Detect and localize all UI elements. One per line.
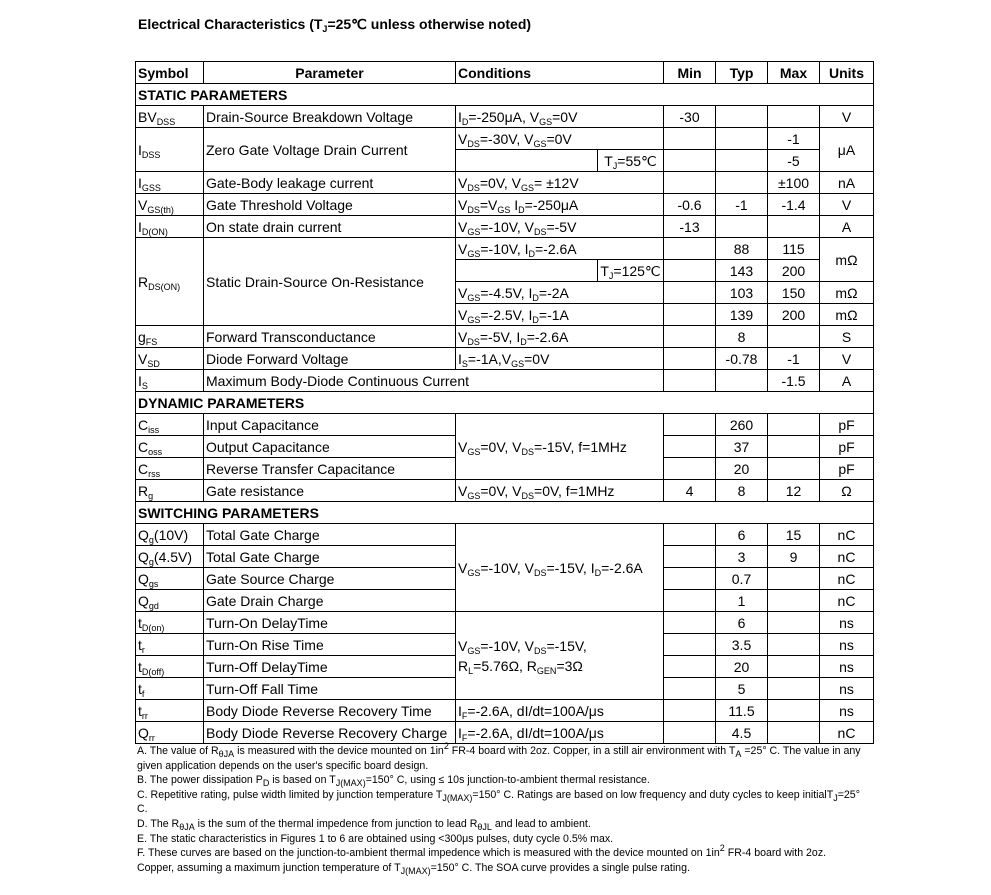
unit-cell: V — [820, 348, 874, 370]
conditions-cell: $I_F=-2.6A$, dI/dt=100A/μs — [456, 722, 664, 744]
max-cell — [768, 216, 820, 238]
conditions-cell: $I_S=-1A,V_{GS}=0V$ — [456, 348, 664, 370]
parameter-cell: Turn-On Rise Time — [204, 634, 456, 656]
typ-cell: 88 — [716, 238, 768, 260]
footnote-a: A. The value of $R_{\theta JA}$ is measured with the device mounted on $1in^2$ FR-4 board with 2oz. Copper, in a still air environment with $T_A =25^\circ$ C. The value in any given application depends on the user's specific board design. — [137, 741, 861, 772]
parameter-cell: Gate resistance — [204, 480, 456, 502]
conditions-cell: $V_{DS}=V_{GS}$ $I_D=-250\mu A$ — [456, 194, 664, 216]
table-row — [136, 480, 874, 502]
unit-cell: mΩ — [820, 282, 874, 304]
unit-cell: S — [820, 326, 874, 348]
parameter-cell: Forward Transconductance — [204, 326, 456, 348]
section-switching: SWITCHING PARAMETERS — [136, 502, 874, 524]
max-cell: -1.5 — [768, 370, 820, 392]
max-cell — [768, 656, 820, 678]
symbol-cell: $V_{SD}$ — [136, 348, 204, 370]
parameter-cell: Static Drain-Source On-Resistance — [204, 238, 456, 326]
table-row — [136, 326, 874, 348]
section-dynamic: DYNAMIC PARAMETERS — [136, 392, 874, 414]
temperature-condition: $T_J=55℃$ — [598, 150, 664, 172]
min-cell — [664, 634, 716, 656]
symbol-cell: $I_S$ — [136, 370, 204, 392]
parameter-cell: Body Diode Reverse Recovery Time — [204, 700, 456, 722]
unit-cell: nC — [820, 590, 874, 612]
min-cell — [664, 568, 716, 590]
conditions-cell: $I_F=-2.6A$, dI/dt=100A/μs — [456, 700, 664, 722]
typ-cell: 260 — [716, 414, 768, 436]
symbol-cell: $Q_{gd}$ — [136, 590, 204, 612]
table-row — [136, 172, 874, 194]
min-cell — [664, 656, 716, 678]
typ-cell: 11.5 — [716, 700, 768, 722]
unit-cell: ns — [820, 656, 874, 678]
symbol-cell: $C_{iss}$ — [136, 414, 204, 436]
typ-cell: 6 — [716, 524, 768, 546]
unit-cell: μA — [820, 128, 874, 172]
footnote-c: C. Repetitive rating, pulse width limited by junction temperature $T_{J(MAX)}=150^\circ$ C. Ratings are based on low frequency and duty cycles to keep initialT$_J$=25° C. — [137, 788, 860, 816]
parameter-cell: On state drain current — [204, 216, 456, 238]
col-max: Max — [768, 62, 820, 84]
symbol-cell: $t_{D(on)}$ — [136, 612, 204, 634]
max-cell: 200 — [768, 260, 820, 282]
typ-cell: 8 — [716, 480, 768, 502]
typ-cell — [716, 370, 768, 392]
max-cell — [768, 590, 820, 612]
col-conditions: Conditions — [456, 62, 664, 84]
col-symbol: Symbol — [136, 62, 204, 84]
conditions-cell: $V_{GS}=-2.5V$, $I_D=-1A$ — [456, 304, 664, 326]
max-cell — [768, 634, 820, 656]
min-cell — [664, 458, 716, 480]
symbol-cell: $t_{rr}$ — [136, 700, 204, 722]
min-cell — [664, 282, 716, 304]
table-row — [136, 216, 874, 238]
typ-cell: 3.5 — [716, 634, 768, 656]
parameter-cell: Output Capacitance — [204, 436, 456, 458]
footnotes — [137, 741, 863, 876]
min-cell — [664, 370, 716, 392]
parameter-cell: Total Gate Charge — [204, 546, 456, 568]
typ-cell — [716, 172, 768, 194]
conditions-cell: $V_{GS}=0V$, $V_{DS}=-15V$, f=1MHz — [456, 414, 664, 480]
typ-cell: 20 — [716, 458, 768, 480]
typ-cell — [716, 128, 768, 150]
max-cell — [768, 612, 820, 634]
typ-cell: 8 — [716, 326, 768, 348]
max-cell — [768, 326, 820, 348]
max-cell — [768, 678, 820, 700]
max-cell: -5 — [768, 150, 820, 172]
col-parameter: Parameter — [204, 62, 456, 84]
footnote-f: F. These curves are based on the junction-to-ambient thermal impedence which is measured with the device mounted on $1in^2$ FR-4 board with 2oz. Copper, assuming a maximum junction temperature of $T_{J(MAX)}=150^\circ$ C. The SOA curve provides a single pulse rating. — [137, 843, 827, 876]
max-cell — [768, 568, 820, 590]
min-cell — [664, 546, 716, 568]
min-cell — [664, 304, 716, 326]
table-row — [136, 524, 874, 546]
min-cell — [664, 326, 716, 348]
symbol-cell: $R_g$ — [136, 480, 204, 502]
col-min: Min — [664, 62, 716, 84]
table-row — [136, 722, 874, 744]
symbol-cell: $Q_g(10V)$ — [136, 524, 204, 546]
typ-cell: 4.5 — [716, 722, 768, 744]
table-row — [136, 370, 874, 392]
unit-cell: ns — [820, 612, 874, 634]
electrical-characteristics-table — [135, 61, 874, 744]
unit-cell: V — [820, 106, 874, 128]
footnote-d: D. The $R_{\theta JA}$ is the sum of the thermal impedence from junction to lead $R_{\theta JL}$ and lead to ambient. — [137, 817, 591, 832]
min-cell: 4 — [664, 480, 716, 502]
unit-cell: ns — [820, 634, 874, 656]
table-row — [136, 106, 874, 128]
symbol-cell: $Q_{gs}$ — [136, 568, 204, 590]
temperature-condition: $T_J=125℃$ — [598, 260, 664, 282]
typ-cell — [716, 216, 768, 238]
max-cell — [768, 414, 820, 436]
min-cell — [664, 524, 716, 546]
conditions-cell: $V_{GS}=-10V$, $I_D=-2.6A$ — [456, 238, 664, 260]
unit-cell: pF — [820, 458, 874, 480]
conditions-cell: $V_{DS}=0V$, $V_{GS}= \pm 12V$ — [456, 172, 664, 194]
parameter-cell: Maximum Body-Diode Continuous Current — [204, 370, 664, 392]
conditions-cell — [456, 260, 598, 282]
parameter-cell: Body Diode Reverse Recovery Charge — [204, 722, 456, 744]
min-cell — [664, 172, 716, 194]
unit-cell: nC — [820, 524, 874, 546]
parameter-cell: Gate Threshold Voltage — [204, 194, 456, 216]
parameter-cell: Zero Gate Voltage Drain Current — [204, 128, 456, 172]
table-row — [136, 238, 874, 260]
min-cell — [664, 150, 716, 172]
unit-cell: pF — [820, 414, 874, 436]
unit-cell: nA — [820, 172, 874, 194]
table-row — [136, 348, 874, 370]
footnote-e: E. The static characteristics in Figures 1 to 6 are obtained using <300μs pulses, duty cycle 0.5% max. — [137, 832, 614, 845]
unit-cell: pF — [820, 436, 874, 458]
max-cell: -1.4 — [768, 194, 820, 216]
typ-cell: 1 — [716, 590, 768, 612]
max-cell — [768, 700, 820, 722]
max-cell: -1 — [768, 128, 820, 150]
min-cell — [664, 700, 716, 722]
min-cell — [664, 238, 716, 260]
table-row — [136, 128, 874, 150]
min-cell — [664, 128, 716, 150]
section-row — [136, 502, 874, 524]
symbol-cell: $I_{DSS}$ — [136, 128, 204, 172]
symbol-cell: $Q_g(4.5V)$ — [136, 546, 204, 568]
header-row — [136, 62, 874, 84]
conditions-cell: $I_D=-250\mu A$, $V_{GS}=0V$ — [456, 106, 664, 128]
min-cell: -13 — [664, 216, 716, 238]
typ-cell: 143 — [716, 260, 768, 282]
parameter-cell: Gate Source Charge — [204, 568, 456, 590]
symbol-cell: $V_{GS(th)}$ — [136, 194, 204, 216]
typ-cell: 20 — [716, 656, 768, 678]
symbol-cell: $R_{DS(ON)}$ — [136, 238, 204, 326]
unit-cell: nC — [820, 722, 874, 744]
symbol-cell: $t_{D(off)}$ — [136, 656, 204, 678]
symbol-cell: $C_{oss}$ — [136, 436, 204, 458]
conditions-cell: $V_{GS}=-4.5V$, $I_D=-2A$ — [456, 282, 664, 304]
parameter-cell: Drain-Source Breakdown Voltage — [204, 106, 456, 128]
unit-cell: A — [820, 370, 874, 392]
typ-cell — [716, 106, 768, 128]
conditions-cell — [456, 150, 598, 172]
parameter-cell: Gate-Body leakage current — [204, 172, 456, 194]
max-cell: 12 — [768, 480, 820, 502]
conditions-cell: $V_{DS}=-30V$, $V_{GS}=0V$ — [456, 128, 664, 150]
page-title: Electrical Characteristics ($T_J=25℃$ unless otherwise noted) — [138, 16, 532, 34]
min-cell — [664, 260, 716, 282]
table-row — [136, 194, 874, 216]
max-cell — [768, 106, 820, 128]
unit-cell: ns — [820, 678, 874, 700]
unit-cell: A — [820, 216, 874, 238]
typ-cell — [716, 150, 768, 172]
col-typ: Typ — [716, 62, 768, 84]
table-row — [136, 414, 874, 436]
min-cell — [664, 414, 716, 436]
conditions-cell: $V_{DS}=-5V$, $I_D=-2.6A$ — [456, 326, 664, 348]
symbol-cell: $t_f$ — [136, 678, 204, 700]
unit-cell: mΩ — [820, 304, 874, 326]
unit-cell: V — [820, 194, 874, 216]
max-cell: 115 — [768, 238, 820, 260]
symbol-cell: $BV_{DSS}$ — [136, 106, 204, 128]
typ-cell: 139 — [716, 304, 768, 326]
parameter-cell: Total Gate Charge — [204, 524, 456, 546]
min-cell — [664, 722, 716, 744]
max-cell: ±100 — [768, 172, 820, 194]
conditions-cell: $V_{GS}=-10V$, $V_{DS}=-5V$ — [456, 216, 664, 238]
parameter-cell: Reverse Transfer Capacitance — [204, 458, 456, 480]
unit-cell: ns — [820, 700, 874, 722]
section-row — [136, 392, 874, 414]
parameter-cell: Diode Forward Voltage — [204, 348, 456, 370]
max-cell: -1 — [768, 348, 820, 370]
min-cell — [664, 436, 716, 458]
footnote-b: B. The power dissipation $P_D$ is based on $T_{J(MAX)}=150^\circ$ C, using ≤ 10s junction-to-ambient thermal resistance. — [137, 774, 650, 789]
section-row — [136, 84, 874, 106]
typ-cell: 0.7 — [716, 568, 768, 590]
min-cell: -30 — [664, 106, 716, 128]
typ-cell: 5 — [716, 678, 768, 700]
typ-cell: 3 — [716, 546, 768, 568]
unit-cell: Ω — [820, 480, 874, 502]
symbol-cell: $Q_{rr}$ — [136, 722, 204, 744]
typ-cell: -0.78 — [716, 348, 768, 370]
typ-cell: 37 — [716, 436, 768, 458]
min-cell — [664, 612, 716, 634]
table-row — [136, 700, 874, 722]
max-cell — [768, 458, 820, 480]
symbol-cell: $C_{rss}$ — [136, 458, 204, 480]
min-cell — [664, 590, 716, 612]
unit-cell: nC — [820, 568, 874, 590]
symbol-cell: $I_{D(ON)}$ — [136, 216, 204, 238]
table-row — [136, 612, 874, 634]
symbol-cell: $g_{FS}$ — [136, 326, 204, 348]
symbol-cell: $I_{GSS}$ — [136, 172, 204, 194]
conditions-cell: $V_{GS}=0V$, $V_{DS}=0V$, f=1MHz — [456, 480, 664, 502]
max-cell: 200 — [768, 304, 820, 326]
parameter-cell: Turn-On DelayTime — [204, 612, 456, 634]
conditions-cell: $V_{GS}=-10V$, $V_{DS}=-15V$, $R_L=5.76\Omega$, $R_{GEN}=3\Omega$ — [456, 612, 664, 700]
parameter-cell: Gate Drain Charge — [204, 590, 456, 612]
min-cell — [664, 678, 716, 700]
parameter-cell: Input Capacitance — [204, 414, 456, 436]
unit-cell: mΩ — [820, 238, 874, 282]
max-cell: 9 — [768, 546, 820, 568]
min-cell — [664, 348, 716, 370]
parameter-cell: Turn-Off DelayTime — [204, 656, 456, 678]
max-cell: 15 — [768, 524, 820, 546]
conditions-cell: $V_{GS}=-10V$, $V_{DS}=-15V$, $I_D=-2.6A$ — [456, 524, 664, 612]
unit-cell: nC — [820, 546, 874, 568]
max-cell — [768, 722, 820, 744]
max-cell — [768, 436, 820, 458]
typ-cell: 103 — [716, 282, 768, 304]
max-cell: 150 — [768, 282, 820, 304]
section-static: STATIC PARAMETERS — [136, 84, 874, 106]
symbol-cell: $t_r$ — [136, 634, 204, 656]
parameter-cell: Turn-Off Fall Time — [204, 678, 456, 700]
min-cell: -0.6 — [664, 194, 716, 216]
typ-cell: 6 — [716, 612, 768, 634]
col-units: Units — [820, 62, 874, 84]
typ-cell: -1 — [716, 194, 768, 216]
